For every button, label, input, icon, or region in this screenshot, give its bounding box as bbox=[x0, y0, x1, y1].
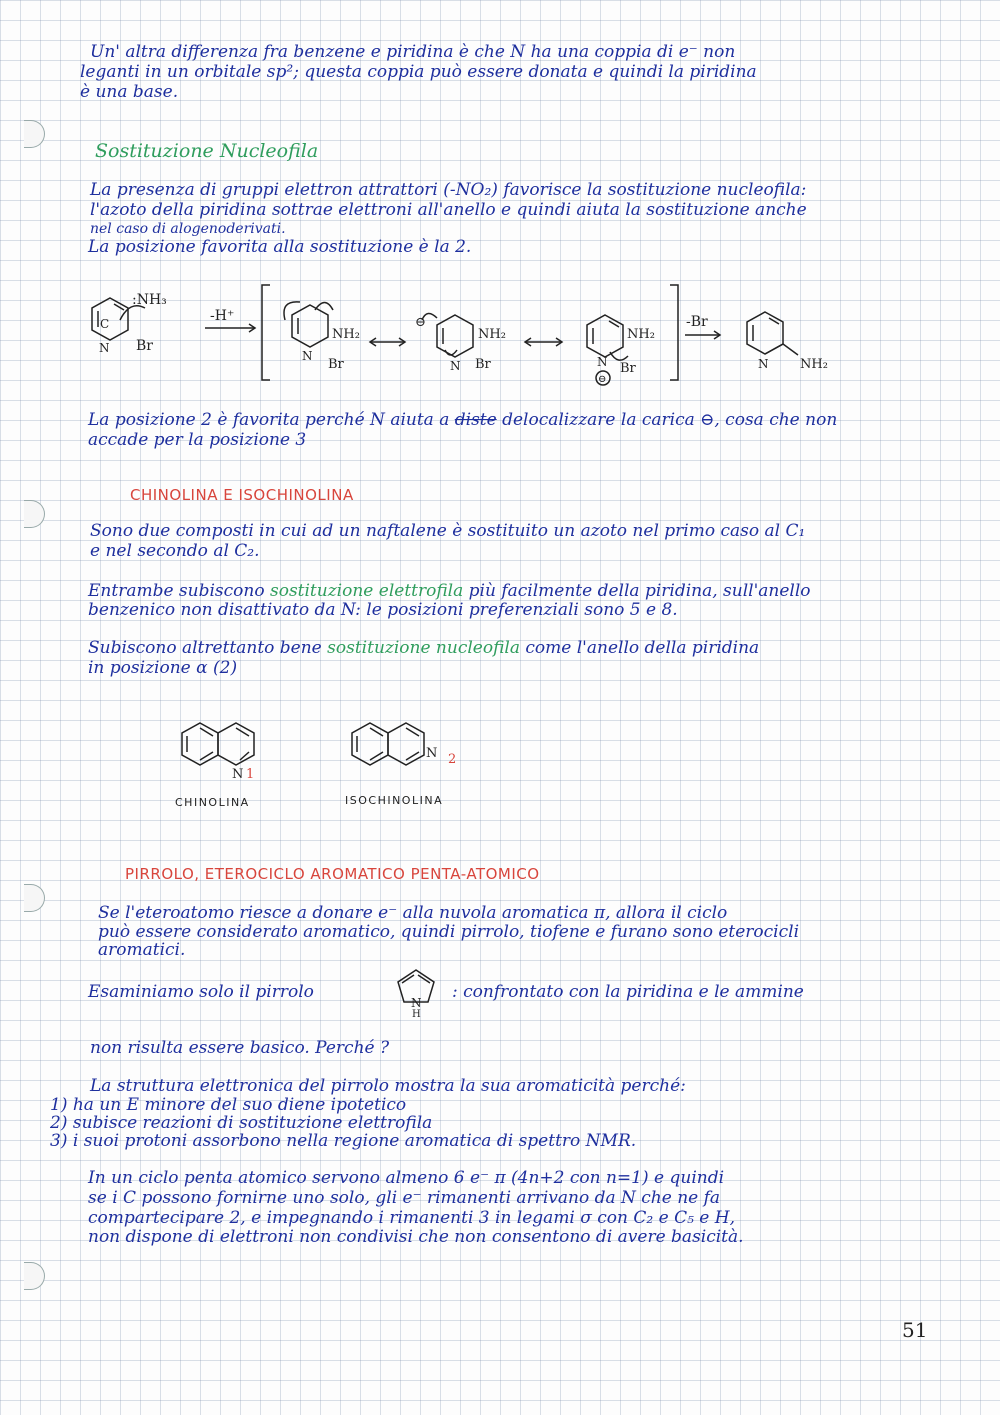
pirr1-line-1: Se l'eteroatomo riesce a donare e⁻ alla nuvola aromatica π, allora il ciclo bbox=[98, 903, 728, 923]
reaction-scheme bbox=[70, 280, 870, 400]
scheme-br-4: Br bbox=[620, 361, 636, 376]
pyrrole-structure bbox=[388, 962, 444, 1018]
pos2-line-1-end: delocalizzare la carica ⊖, cosa che non bbox=[502, 410, 838, 430]
chin2-end: più facilmente della piridina, sull'anello bbox=[468, 581, 811, 601]
list-item-1: 1) ha un E minore del suo diene ipotetico bbox=[50, 1095, 407, 1115]
chin1-line-1: Sono due composti in cui ad un naftalene è sostituito un azoto nel primo caso al C₁ bbox=[90, 521, 806, 541]
scheme-nh3: :NH₃ bbox=[132, 292, 167, 308]
chin2-green: sostituzione elettrofila bbox=[269, 581, 464, 601]
scheme-n-3: N bbox=[450, 359, 461, 373]
final-line-2: se i C possono fornirne uno solo, gli e⁻ rimanenti arrivano da N che ne fa bbox=[88, 1188, 721, 1208]
pyrrole-h: H bbox=[412, 1009, 421, 1018]
heading-chinolina: CHINOLINA E ISOCHINOLINA bbox=[130, 486, 354, 504]
bracket-left bbox=[262, 285, 270, 380]
scheme-nh2-3: NH₂ bbox=[627, 327, 655, 342]
list-item-2: 2) subisce reazioni di sostituzione elettrofila bbox=[50, 1113, 433, 1133]
scheme-br-1: Br bbox=[136, 338, 153, 354]
quinoline-structures bbox=[170, 705, 490, 795]
page-number: 51 bbox=[902, 1318, 928, 1342]
heading-sostituzione-nucleofila: Sostituzione Nucleofila bbox=[95, 140, 319, 162]
quinoline-ring-pyridine bbox=[218, 723, 254, 765]
bracket-right bbox=[670, 285, 678, 380]
binder-hole-2 bbox=[24, 500, 45, 528]
scheme-n-4: N bbox=[597, 355, 608, 369]
quinoline-position: 1 bbox=[246, 767, 255, 782]
chin1-line-2: e nel secondo al C₂. bbox=[90, 541, 260, 561]
pirr3: non risulta essere basico. Perché ? bbox=[90, 1038, 390, 1058]
sn-line-4: La posizione favorita alla sostituzione è la 2. bbox=[88, 237, 472, 257]
final-line-1: In un ciclo penta atomico servono almeno 6 e⁻ π (4n+2 con n=1) e quindi bbox=[88, 1168, 725, 1188]
intro-line-2: leganti in un orbitale sp²; questa coppia può essere donata e quindi la piridina bbox=[80, 62, 757, 82]
chin3-green: sostituzione nucleofila bbox=[327, 638, 520, 658]
scheme-step-1: -H⁺ bbox=[210, 308, 235, 324]
scheme-n-5: N bbox=[758, 357, 769, 371]
list-item-3: 3) i suoi protoni assorbono nella regione aromatica di spettro NMR. bbox=[50, 1131, 637, 1151]
sn-line-2: l'azoto della piridina sottrae elettroni all'anello e quindi aiuta la sostituzione anche bbox=[90, 200, 807, 220]
pos2-line-2: accade per la posizione 3 bbox=[88, 430, 307, 450]
scheme-n-2: N bbox=[302, 349, 313, 363]
scheme-minus-2: ⊖ bbox=[598, 374, 607, 385]
scheme-br-2: Br bbox=[328, 357, 344, 372]
chinolina-label: CHINOLINA bbox=[175, 796, 250, 809]
final-line-4: non dispone di elettroni non condivisi che non consentono di avere basicità. bbox=[88, 1227, 744, 1247]
heading-pirrolo: PIRROLO, ETEROCICLO AROMATICO PENTA-ATOMICO bbox=[125, 865, 540, 883]
scheme-br-3: Br bbox=[475, 357, 491, 372]
scheme-nh2-2: NH₂ bbox=[478, 327, 506, 342]
binder-hole-1 bbox=[24, 120, 45, 148]
isochinolina-label: ISOCHINOLINA bbox=[345, 794, 444, 807]
final-line-3: compartecipare 2, e impegnando i rimanenti 3 in legami σ con C₂ e C₅ e H, bbox=[88, 1208, 736, 1228]
chin3-start: Subiscono altrettanto bene bbox=[88, 638, 322, 658]
scheme-step-2: -Br bbox=[686, 314, 708, 330]
pirr1-line-3: aromatici. bbox=[98, 940, 186, 960]
quinoline-n: N bbox=[232, 767, 244, 782]
chin2-start: Entrambe subiscono bbox=[88, 581, 265, 601]
pos2-line-1-start: La posizione 2 è favorita perché N aiuta a bbox=[88, 410, 450, 430]
pirr1-line-2: può essere considerato aromatico, quindi pirrolo, tiofene e furano sono eterocicli bbox=[98, 922, 800, 942]
intro-line-3: è una base. bbox=[80, 82, 179, 102]
scheme-n-1: N bbox=[99, 341, 110, 355]
scheme-minus-1: ⊖ bbox=[415, 315, 426, 330]
pyrrole-n: N bbox=[411, 996, 422, 1010]
isoquinoline-ring-pyridine bbox=[388, 723, 424, 765]
pos2-crossed-word: diste bbox=[454, 410, 497, 430]
binder-hole-4 bbox=[24, 1262, 45, 1290]
scheme-nh2-1: NH₂ bbox=[332, 327, 360, 342]
binder-hole-3 bbox=[24, 884, 45, 912]
chin3-line-1 bbox=[88, 640, 759, 656]
pirr4: La struttura elettronica del pirrolo mostra la sua aromaticità perché: bbox=[90, 1076, 686, 1096]
isoquinoline-n: N bbox=[426, 746, 438, 761]
scheme-c-1: C bbox=[100, 317, 110, 331]
sn-line-3: nel caso di alogenoderivati. bbox=[90, 221, 286, 237]
intro-line-1: Un' altra differenza fra benzene e piridina è che N ha una coppia di e⁻ non bbox=[90, 42, 736, 62]
sn-line-1: La presenza di gruppi elettron attrattori (-NO₂) favorisce la sostituzione nucleofila: bbox=[90, 180, 807, 200]
pirr2-end: : confrontato con la piridina e le ammine bbox=[452, 982, 804, 1002]
chin2-line-2: benzenico non disattivato da N: le posizioni preferenziali sono 5 e 8. bbox=[88, 600, 678, 620]
chin3-end: come l'anello della piridina bbox=[525, 638, 760, 658]
chin2-line-1 bbox=[88, 583, 811, 599]
pos2-line-1 bbox=[88, 412, 837, 428]
scheme-nh2-4: NH₂ bbox=[800, 357, 828, 372]
chin3-line-2: in posizione α (2) bbox=[88, 658, 238, 678]
pirr2-start: Esaminiamo solo il pirrolo bbox=[88, 982, 314, 1002]
isoquinoline-position: 2 bbox=[448, 752, 457, 767]
